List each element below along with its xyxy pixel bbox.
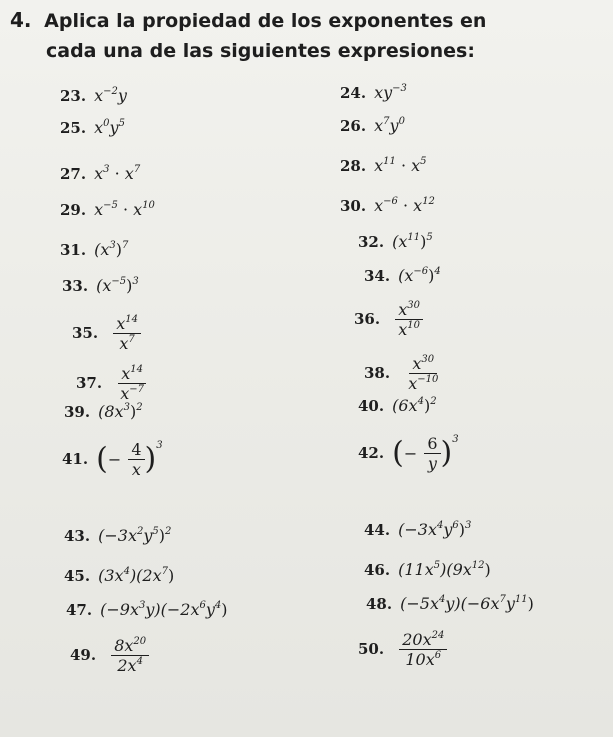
exercise-47: 47. $(-9x^3y)(-2x^6y^4)$ — [66, 600, 228, 619]
exercise-42: 42. (− $\frac{6}{y}$ )$^3$ — [358, 434, 459, 474]
exercise-45: 45. $(3x^4)(2x^7)$ — [64, 566, 175, 585]
fraction: $\frac{x^{14}}{x^{-7}}$ — [120, 364, 144, 404]
exercise-24: 24. $xy^{-3}$ — [340, 83, 407, 102]
exercise-36: 36. $\frac{x^{30}}{x^{10}}$ — [354, 300, 423, 339]
exercise-33: 33. $(x^{-5})^3$ — [62, 276, 139, 295]
exercise-40: 40. $(6x^4)^2$ — [358, 396, 437, 415]
exercise-35: 35. $\frac{x^{14}}{x^7}$ — [72, 314, 141, 353]
exercise-43: 43. $(-3x^2y^5)^2$ — [64, 526, 172, 545]
instruction-line-2: cada una de las siguientes expresiones: — [46, 40, 475, 62]
fraction: $\frac{20x^{24}}{10x^6}$ — [399, 630, 447, 669]
exercise-50: 50. $\frac{20x^{24}}{10x^6}$ — [358, 630, 447, 669]
instruction-line-1: Aplica la propiedad de los exponentes en — [44, 10, 487, 32]
exercise-34: 34. $(x^{-6})^4$ — [364, 266, 441, 285]
exercise-48: 48. $(-5x^4y)(-6x^7y^{11})$ — [366, 594, 534, 613]
exercise-49: 49. $\frac{8x^{20}}{2x^4}$ — [70, 636, 149, 675]
exercise-25: 25. $x^0y^5$ — [60, 118, 125, 137]
fraction: $\frac{8x^{20}}{2x^4}$ — [111, 636, 149, 675]
exercise-31: 31. $(x^3)^7$ — [60, 240, 129, 259]
exercise-44: 44. $(-3x^4y^6)^3$ — [364, 520, 472, 539]
exercise-26: 26. $x^7y^0$ — [340, 116, 405, 135]
exercise-46: 46. $(11x^5)(9x^{12})$ — [364, 560, 491, 579]
fraction: $\frac{x^{30}}{x^{-10}}$ — [408, 354, 439, 394]
exercise-38: 38. $\frac{x^{30}}{x^{-10}}$ — [364, 354, 441, 393]
exercise-header — [10, 8, 600, 62]
fraction: $\frac{4}{x}$ — [128, 440, 144, 479]
exercise-37: 37. $\frac{x^{14}}{x^{-7}}$ — [76, 364, 147, 403]
fraction: $\frac{x^{14}}{x^7}$ — [113, 314, 141, 353]
fraction: $\frac{6}{y}$ — [424, 434, 440, 473]
exercise-28: 28. $x^{11} \cdot x^5$ — [340, 156, 427, 175]
exercise-number: 4. — [10, 8, 32, 32]
exercise-29: 29. $x^{-5} \cdot x^{10}$ — [60, 200, 155, 219]
exercise-30: 30. $x^{-6} \cdot x^{12}$ — [340, 196, 435, 215]
exercise-39: 39. $(8x^3)^2$ — [64, 402, 143, 421]
exercise-27: 27. $x^3 \cdot x^7$ — [60, 164, 141, 183]
exercise-41: 41. (− $\frac{4}{x}$ )$^3$ — [62, 440, 163, 480]
exercise-23: 23. $x^{-2}y$ — [60, 86, 127, 105]
fraction: $\frac{x^{30}}{x^{10}}$ — [395, 300, 423, 339]
exercise-32: 32. $(x^{11})^5$ — [358, 232, 433, 251]
